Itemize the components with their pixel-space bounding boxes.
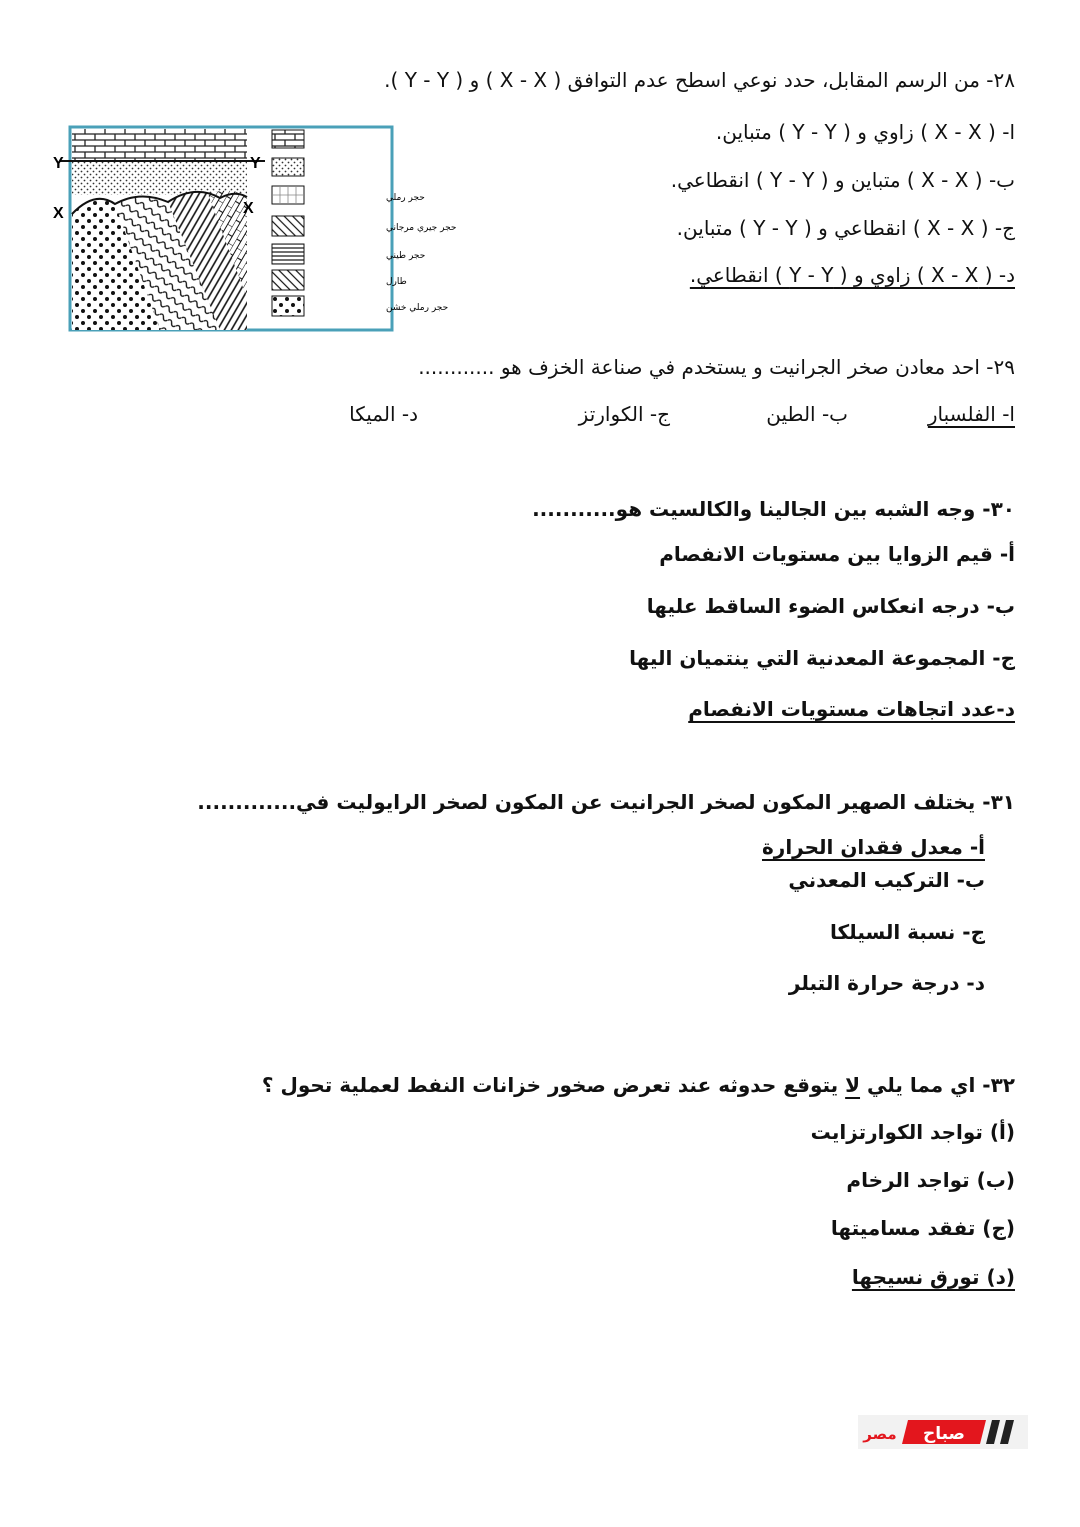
q32-negation: لا bbox=[845, 1073, 861, 1097]
q32-option-c[interactable]: (ج) تفقد مساميتها bbox=[830, 1216, 1015, 1240]
q30-option-a[interactable]: أ- قيم الزوايا بين مستويات الانفصام bbox=[659, 542, 1015, 566]
label-x-left: X bbox=[53, 205, 64, 222]
label-x-right: X bbox=[243, 200, 254, 217]
q31-option-c[interactable]: ج- نسبة السيلكا bbox=[830, 920, 985, 944]
sabah-masr-logo bbox=[858, 1414, 1028, 1450]
q32-option-a[interactable]: (أ) تواجد الكوارتزايت bbox=[810, 1120, 1015, 1144]
q29-stem: ٢٩- احد معادن صخر الجرانيت و يستخدم في صناعة الخزف هو ............ bbox=[418, 355, 1015, 379]
q28-stem: ٢٨- من الرسم المقابل، حدد نوعي اسطح عدم التوافق ( X - X ) و ( Y - Y ). bbox=[384, 68, 1015, 92]
label-y-left: Y bbox=[53, 155, 64, 172]
label-y-right: Y bbox=[250, 155, 261, 172]
q32-stem-end: يتوقع حدوثه عند تعرض صخور خزانات النفط لعملية تحول ؟ bbox=[261, 1073, 846, 1097]
logo-text-sabah: صباح bbox=[922, 1424, 966, 1444]
q28-option-c[interactable]: ج- ( X - X ) انقطاعي و ( Y - Y ) متباين. bbox=[676, 216, 1015, 240]
q30-option-d[interactable]: د-عدد اتجاهات مستويات الانفصام bbox=[688, 697, 1015, 721]
q31-option-a[interactable]: أ- معدل فقدان الحرارة bbox=[762, 835, 985, 859]
q31-option-b[interactable]: ب- التركيب المعدني bbox=[788, 868, 985, 892]
legend-marl: طارل bbox=[386, 277, 407, 287]
q32-stem bbox=[262, 1073, 1015, 1097]
q29-option-b[interactable]: ب- الطين bbox=[766, 402, 848, 426]
q32-stem-start: ٣٢- اي مما يلي bbox=[860, 1073, 1015, 1097]
q29-option-d[interactable]: د- الميكا bbox=[349, 402, 418, 426]
q32-option-d[interactable]: (د) تورق نسيجها bbox=[851, 1265, 1015, 1289]
logo-text-masr: مصر bbox=[863, 1425, 897, 1443]
q31-option-d[interactable]: د- درجة حرارة التبلر bbox=[788, 971, 985, 995]
q30-option-b[interactable]: ب- درجه انعكاس الضوء الساقط عليها bbox=[646, 594, 1015, 618]
q32-option-b[interactable]: (ب) تواجد الرخام bbox=[846, 1168, 1015, 1192]
legend-coral-limestone: حجر جيري مرجاني bbox=[386, 223, 457, 233]
q28-option-b[interactable]: ب- ( X - X ) متباين و ( Y - Y ) انقطاعي. bbox=[670, 168, 1015, 192]
legend-sandstone: حجر رملي bbox=[386, 193, 425, 203]
q29-option-a[interactable]: ا- الفلسبار bbox=[927, 402, 1015, 426]
q29-option-c[interactable]: ج- الكوارتز bbox=[578, 402, 670, 426]
q31-stem: ٣١- يختلف الصهير المكون لصخر الجرانيت عن المكون لصخر الرايوليت في............. bbox=[197, 790, 1015, 814]
unconformity-diagram bbox=[50, 122, 457, 332]
q28-option-a[interactable]: ا- ( X - X ) زاوي و ( Y - Y ) متباين. bbox=[715, 120, 1015, 144]
q30-stem: ٣٠- وجه الشبه بين الجالينا والكالسيت هو........... bbox=[532, 497, 1015, 521]
q30-option-c[interactable]: ج- المجموعة المعدنية التي ينتميان اليها bbox=[629, 646, 1015, 670]
q28-option-d[interactable]: د- ( X - X ) زاوي و ( Y - Y ) انقطاعي. bbox=[689, 263, 1015, 287]
legend-coarse-sandstone: حجر رملي خشن bbox=[386, 303, 449, 313]
legend-shale: حجر طيني bbox=[386, 251, 426, 261]
